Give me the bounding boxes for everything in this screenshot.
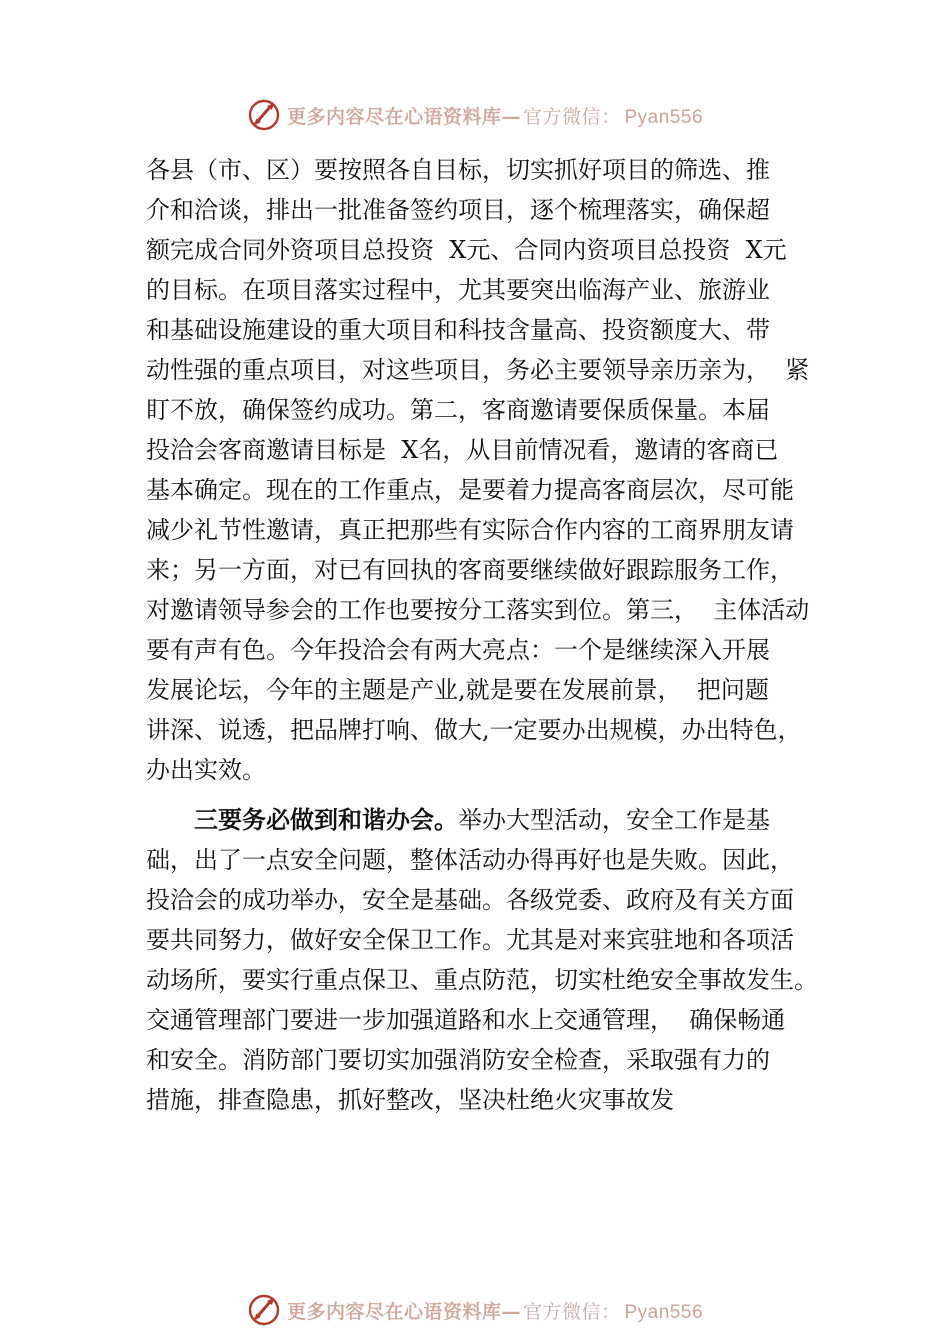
footer-banner: [0, 1290, 950, 1330]
header-banner-id: Pyan556: [624, 106, 704, 128]
text-line: 投洽会客商邀请目标是 X名，从目前情况看，邀请的客商已: [146, 436, 779, 464]
brush-logo-icon: [247, 98, 281, 132]
header-banner: [0, 95, 950, 135]
header-banner-wechat: 官方微信：: [522, 105, 621, 128]
text-line: 要有声有色。今年投洽会有两大亮点：一个是继续深入开展: [146, 636, 770, 664]
text-line: 投洽会的成功举办，安全是基础。各级党委、政府及有关方面: [146, 886, 794, 914]
text-line: 交通管理部门要进一步加强道路和水上交通管理， 确保畅通: [146, 1006, 786, 1034]
paragraph-2-first-line-text: 举办大型活动，安全工作是基: [458, 806, 770, 834]
text-line: 办出实效。: [146, 756, 266, 784]
footer-banner-id: Pyan556: [624, 1301, 704, 1323]
text-line: 来；另一方面，对已有回执的客商要继续做好跟踪服务工作，: [146, 556, 794, 584]
text-line: 和基础设施建设的重大项目和科技含量高、投资额度大、带: [146, 316, 770, 344]
header-banner-main: 更多内容尽在心语资料库—: [286, 105, 521, 128]
text-line: 措施，排查隐患，抓好整改，坚决杜绝火灾事故发: [146, 1086, 674, 1114]
brush-logo-icon: [247, 1293, 281, 1327]
paragraph-spacer: [146, 790, 818, 800]
text-line: 的目标。在项目落实过程中，尤其要突出临海产业、旅游业: [146, 276, 770, 304]
text-line: 和安全。消防部门要切实加强消防安全检查，采取强有力的: [146, 1046, 770, 1074]
footer-banner-wechat: 官方微信：: [522, 1300, 621, 1323]
text-line: 基本确定。现在的工作重点，是要着力提高客商层次，尽可能: [146, 476, 794, 504]
text-line: 各县（市、区）要按照各自目标，切实抓好项目的筛选、推: [146, 156, 770, 184]
text-line: 盯不放，确保签约成功。第二，客商邀请要保质保量。本届: [146, 396, 770, 424]
paragraph-2: [146, 800, 818, 1120]
text-line: 对邀请领导参会的工作也要按分工落实到位。第三， 主体活动: [146, 596, 810, 624]
text-line: 减少礼节性邀请，真正把那些有实际合作内容的工商界朋友请: [146, 516, 794, 544]
header-banner-text: [287, 102, 703, 129]
text-line: 础，出了一点安全问题，整体活动办得再好也是失败。因此，: [146, 846, 794, 874]
paragraph-1: [146, 150, 818, 790]
paragraph-2-heading: 三要务必做到和谐办会。: [194, 806, 458, 834]
footer-banner-text: [287, 1297, 703, 1324]
footer-banner-main: 更多内容尽在心语资料库—: [286, 1300, 521, 1323]
text-line: 动场所，要实行重点保卫、重点防范，切实杜绝安全事故发生。: [146, 966, 818, 994]
document-body: [146, 150, 818, 1120]
text-line: 额完成合同外资项目总投资 X元、合同内资项目总投资 X元: [146, 236, 787, 264]
text-line: 动性强的重点项目，对这些项目，务必主要领导亲历亲为， 紧: [146, 356, 810, 384]
text-line: 讲深、说透，把品牌打响、做大,一定要办出规模，办出特色，: [146, 716, 802, 744]
text-line: 要共同努力，做好安全保卫工作。尤其是对来宾驻地和各项活: [146, 926, 794, 954]
paragraph-2-first-line: [146, 800, 818, 840]
text-line: 发展论坛，今年的主题是产业,就是要在发展前景， 把问题: [146, 676, 769, 704]
text-line: 介和洽谈，排出一批准备签约项目，逐个梳理落实，确保超: [146, 196, 770, 224]
